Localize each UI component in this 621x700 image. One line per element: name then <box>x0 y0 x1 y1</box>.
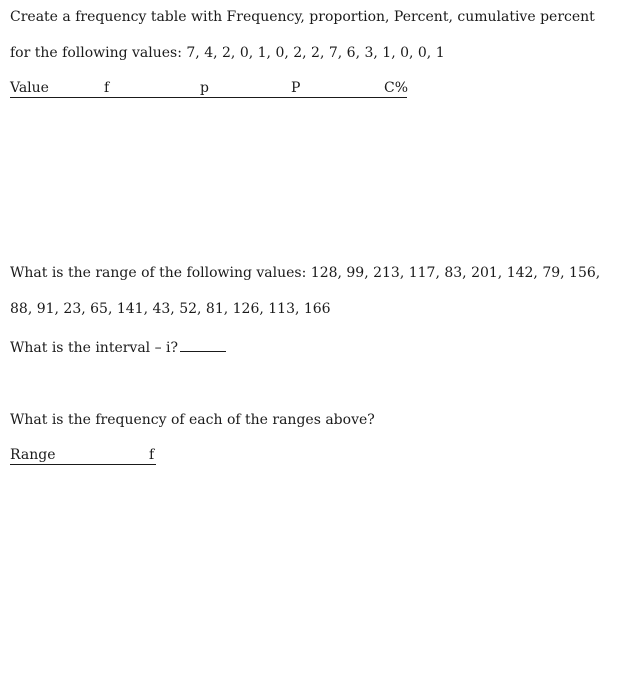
header-rule-p <box>205 97 300 98</box>
q2-line-2: 88, 91, 23, 65, 141, 43, 52, 81, 126, 113, 166 <box>10 301 331 317</box>
header-value: Value <box>10 80 49 96</box>
q2-line-1: What is the range of the following values: 128, 99, 213, 117, 83, 201, 142, 79, 156, <box>10 265 601 281</box>
interval-question <box>10 339 226 357</box>
q1-line-2: for the following values: 7, 4, 2, 0, 1, 0, 2, 2, 7, 6, 3, 1, 0, 0, 1 <box>10 45 445 61</box>
interval-label: What is the interval – i? <box>10 340 179 356</box>
interval-answer-blank <box>180 339 226 352</box>
header-rule-range-f <box>150 464 156 465</box>
header-cumulative-percent: C% <box>384 80 409 96</box>
header-rule-cp <box>385 97 407 98</box>
frequency-table-header <box>10 80 410 98</box>
q1-line-1: Create a frequency table with Frequency, proportion, Percent, cumulative percent <box>10 9 595 25</box>
range-table-header <box>10 447 170 465</box>
q3-question: What is the frequency of each of the ranges above? <box>10 412 375 428</box>
header-range: Range <box>10 447 56 463</box>
header-rule-value <box>10 97 110 98</box>
header-rule-f <box>110 97 205 98</box>
header-p: p <box>200 80 209 96</box>
header-range-f: f <box>149 447 155 463</box>
header-rule-P <box>300 97 385 98</box>
header-f: f <box>104 80 110 96</box>
header-P: P <box>291 80 301 96</box>
header-rule-range <box>10 464 150 465</box>
